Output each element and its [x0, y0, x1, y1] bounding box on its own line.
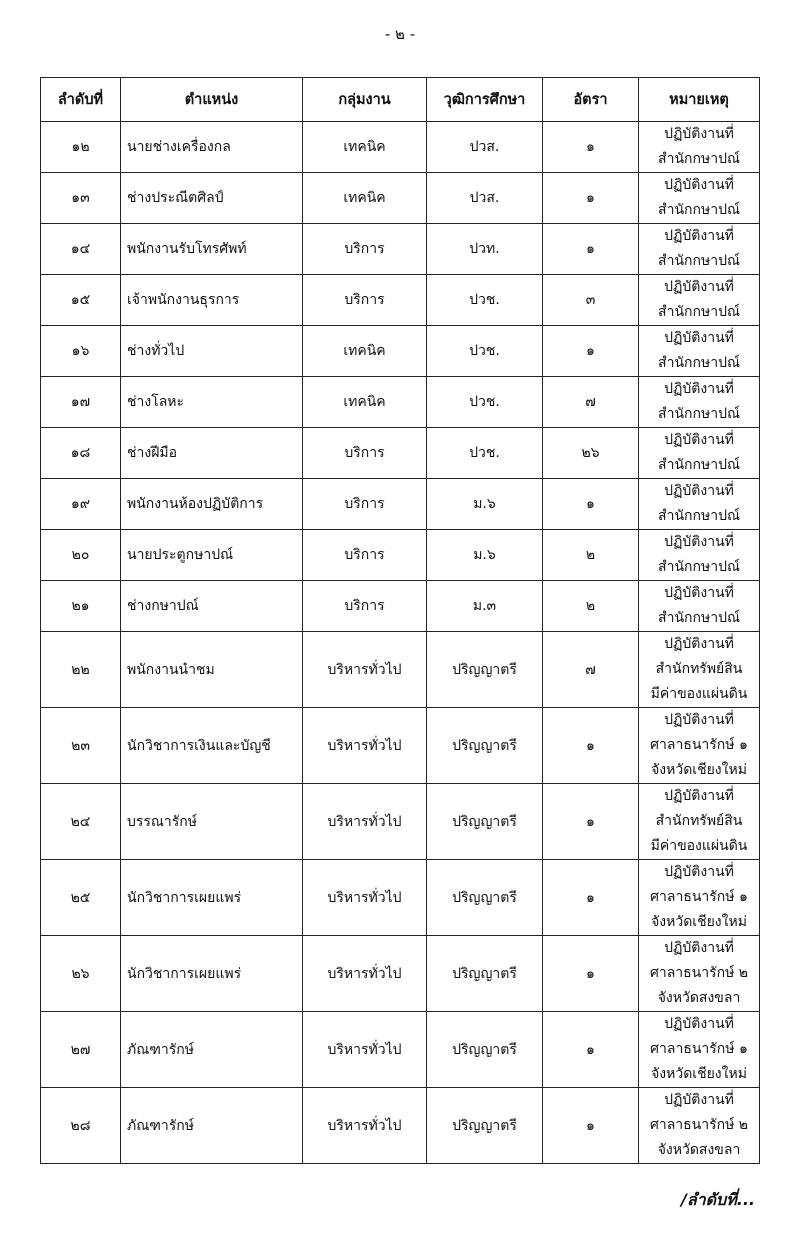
cell-order: ๑๗	[41, 377, 121, 428]
cell-remark: ปฏิบัติงานที่ สำนักกษาปณ์	[639, 479, 760, 530]
cell-position: ช่างทั่วไป	[121, 326, 303, 377]
cell-order: ๒๑	[41, 581, 121, 632]
cell-order: ๒๘	[41, 1088, 121, 1164]
cell-position: ภัณฑารักษ์	[121, 1088, 303, 1164]
cell-remark: ปฏิบัติงานที่ สำนักกษาปณ์	[639, 377, 760, 428]
cell-group: บริการ	[303, 581, 427, 632]
cell-order: ๒๗	[41, 1012, 121, 1088]
table-row	[41, 1088, 760, 1164]
cell-remark: ปฏิบัติงานที่ ศาลาธนารักษ์ ๑ จังหวัดเชียงใหม่	[639, 860, 760, 936]
cell-rate: ๑	[543, 936, 639, 1012]
cell-rate: ๗	[543, 377, 639, 428]
cell-position: ช่างประณีตศิลป์	[121, 173, 303, 224]
cell-group: บริหารทั่วไป	[303, 1088, 427, 1164]
table-row	[41, 479, 760, 530]
cell-order: ๒๔	[41, 784, 121, 860]
cell-position: นายประตูกษาปณ์	[121, 530, 303, 581]
cell-group: เทคนิค	[303, 122, 427, 173]
cell-education: ปวช.	[427, 326, 543, 377]
cell-remark: ปฏิบัติงานที่ ศาลาธนารักษ์ ๒ จังหวัดสงขลา	[639, 936, 760, 1012]
cell-rate: ๑	[543, 122, 639, 173]
cell-rate: ๒	[543, 581, 639, 632]
header-education: วุฒิการศึกษา	[427, 78, 543, 122]
cell-group: บริการ	[303, 479, 427, 530]
table-row	[41, 275, 760, 326]
cell-position: นักวิชาการเผยแพร่	[121, 860, 303, 936]
table-row	[41, 581, 760, 632]
cell-order: ๑๙	[41, 479, 121, 530]
header-group: กลุ่มงาน	[303, 78, 427, 122]
cell-order: ๑๘	[41, 428, 121, 479]
cell-group: บริการ	[303, 224, 427, 275]
cell-group: บริหารทั่วไป	[303, 708, 427, 784]
page-number: - ๒ -	[384, 25, 416, 43]
cell-education: ม.๓	[427, 581, 543, 632]
cell-education: ปริญญาตรี	[427, 632, 543, 708]
cell-order: ๒๐	[41, 530, 121, 581]
cell-rate: ๑	[543, 860, 639, 936]
header-rate: อัตรา	[543, 78, 639, 122]
cell-order: ๒๕	[41, 860, 121, 936]
table-row	[41, 632, 760, 708]
cell-education: ปวช.	[427, 275, 543, 326]
cell-rate: ๗	[543, 632, 639, 708]
table-row	[41, 377, 760, 428]
cell-rate: ๑	[543, 708, 639, 784]
table-row	[41, 428, 760, 479]
cell-position: พนักงานห้องปฏิบัติการ	[121, 479, 303, 530]
cell-rate: ๑	[543, 1088, 639, 1164]
header-position: ตำแหน่ง	[121, 78, 303, 122]
cell-order: ๑๒	[41, 122, 121, 173]
cell-education: ปวช.	[427, 428, 543, 479]
cell-remark: ปฏิบัติงานที่ สำนักกษาปณ์	[639, 530, 760, 581]
cell-remark: ปฏิบัติงานที่ สำนักทรัพย์สิน มีค่าของแผ่นดิน	[639, 632, 760, 708]
continuation-note: /ลำดับที่...	[681, 1190, 755, 1209]
cell-position: นักวิชาการเงินและบัญชี	[121, 708, 303, 784]
cell-position: ช่างกษาปณ์	[121, 581, 303, 632]
table-row	[41, 326, 760, 377]
cell-education: ม.๖	[427, 479, 543, 530]
cell-rate: ๒๖	[543, 428, 639, 479]
cell-remark: ปฏิบัติงานที่ สำนักทรัพย์สิน มีค่าของแผ่นดิน	[639, 784, 760, 860]
cell-education: ปริญญาตรี	[427, 784, 543, 860]
table-row	[41, 708, 760, 784]
positions-table	[40, 77, 760, 1164]
cell-remark: ปฏิบัติงานที่ สำนักกษาปณ์	[639, 581, 760, 632]
cell-position: เจ้าพนักงานธุรการ	[121, 275, 303, 326]
cell-education: ปริญญาตรี	[427, 860, 543, 936]
cell-education: ปริญญาตรี	[427, 936, 543, 1012]
cell-order: ๒๖	[41, 936, 121, 1012]
cell-remark: ปฏิบัติงานที่ สำนักกษาปณ์	[639, 428, 760, 479]
cell-education: ปริญญาตรี	[427, 1088, 543, 1164]
cell-group: บริหารทั่วไป	[303, 860, 427, 936]
cell-order: ๑๕	[41, 275, 121, 326]
cell-group: เทคนิค	[303, 173, 427, 224]
cell-rate: ๑	[543, 479, 639, 530]
cell-rate: ๑	[543, 224, 639, 275]
cell-group: บริหารทั่วไป	[303, 1012, 427, 1088]
cell-order: ๑๖	[41, 326, 121, 377]
cell-position: ช่างโลหะ	[121, 377, 303, 428]
cell-remark: ปฏิบัติงานที่ สำนักกษาปณ์	[639, 224, 760, 275]
table-row	[41, 530, 760, 581]
cell-remark: ปฏิบัติงานที่ สำนักกษาปณ์	[639, 326, 760, 377]
cell-position: พนักงานนำชม	[121, 632, 303, 708]
cell-rate: ๑	[543, 784, 639, 860]
table-row	[41, 1012, 760, 1088]
cell-group: บริการ	[303, 428, 427, 479]
cell-remark: ปฏิบัติงานที่ สำนักกษาปณ์	[639, 122, 760, 173]
cell-position: บรรณารักษ์	[121, 784, 303, 860]
cell-remark: ปฏิบัติงานที่ ศาลาธนารักษ์ ๒ จังหวัดสงขลา	[639, 1088, 760, 1164]
cell-education: ปวส.	[427, 173, 543, 224]
cell-order: ๒๓	[41, 708, 121, 784]
header-order: ลำดับที่	[41, 78, 121, 122]
table-row	[41, 224, 760, 275]
cell-position: ช่างฝีมือ	[121, 428, 303, 479]
cell-position: พนักงานรับโทรศัพท์	[121, 224, 303, 275]
cell-rate: ๓	[543, 275, 639, 326]
cell-group: บริการ	[303, 275, 427, 326]
table-row	[41, 122, 760, 173]
cell-group: เทคนิค	[303, 326, 427, 377]
cell-order: ๑๓	[41, 173, 121, 224]
table-row	[41, 784, 760, 860]
header-remark: หมายเหตุ	[639, 78, 760, 122]
cell-position: นายช่างเครื่องกล	[121, 122, 303, 173]
cell-group: บริการ	[303, 530, 427, 581]
cell-education: ปริญญาตรี	[427, 708, 543, 784]
cell-rate: ๒	[543, 530, 639, 581]
cell-remark: ปฏิบัติงานที่ ศาลาธนารักษ์ ๑ จังหวัดเชียงใหม่	[639, 708, 760, 784]
table-row	[41, 860, 760, 936]
cell-order: ๒๒	[41, 632, 121, 708]
cell-order: ๑๔	[41, 224, 121, 275]
table-header-row	[41, 78, 760, 122]
cell-position: ภัณฑารักษ์	[121, 1012, 303, 1088]
cell-rate: ๑	[543, 326, 639, 377]
cell-group: บริหารทั่วไป	[303, 936, 427, 1012]
table-row	[41, 936, 760, 1012]
cell-group: บริหารทั่วไป	[303, 784, 427, 860]
cell-education: ปวช.	[427, 377, 543, 428]
cell-education: ปริญญาตรี	[427, 1012, 543, 1088]
cell-position: นักวิชาการเผยแพร่	[121, 936, 303, 1012]
cell-education: ปวท.	[427, 224, 543, 275]
cell-rate: ๑	[543, 1012, 639, 1088]
cell-group: เทคนิค	[303, 377, 427, 428]
cell-remark: ปฏิบัติงานที่ ศาลาธนารักษ์ ๑ จังหวัดเชียงใหม่	[639, 1012, 760, 1088]
table-row	[41, 173, 760, 224]
cell-remark: ปฏิบัติงานที่ สำนักกษาปณ์	[639, 173, 760, 224]
cell-remark: ปฏิบัติงานที่ สำนักกษาปณ์	[639, 275, 760, 326]
cell-group: บริหารทั่วไป	[303, 632, 427, 708]
cell-education: ปวส.	[427, 122, 543, 173]
cell-education: ม.๖	[427, 530, 543, 581]
cell-rate: ๑	[543, 173, 639, 224]
